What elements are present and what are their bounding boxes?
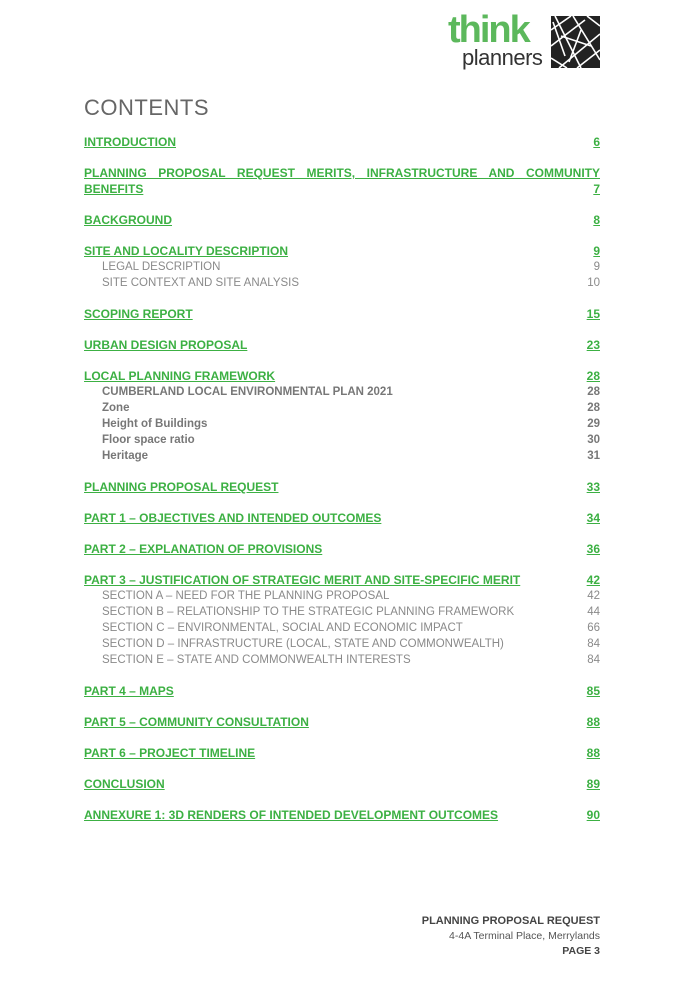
- toc-subentry-label: Heritage: [102, 450, 149, 462]
- toc-subentry[interactable]: [84, 652, 600, 668]
- toc-entry-label: URBAN DESIGN PROPOSAL: [84, 338, 248, 352]
- toc-subentry-label: SECTION B – RELATIONSHIP TO THE STRATEGIC PLANNING FRAMEWORK: [102, 606, 515, 618]
- toc-entry-page: 7: [593, 182, 600, 196]
- toc-entry-page: 28: [586, 369, 600, 383]
- toc-subentry[interactable]: [84, 384, 600, 400]
- toc-entry-label: PART 5 – COMMUNITY CONSULTATION: [84, 715, 309, 729]
- toc-subentry-page: 29: [587, 418, 600, 430]
- toc-subentry[interactable]: [84, 416, 600, 432]
- footer-page-number: PAGE 3: [562, 945, 600, 957]
- toc-entry-page: 85: [586, 684, 600, 698]
- toc-subentry-label: SECTION E – STATE AND COMMONWEALTH INTERESTS: [102, 654, 411, 666]
- toc-entry-label: PLANNING PROPOSAL REQUEST: [84, 480, 279, 494]
- page-footer: [422, 914, 600, 959]
- footer-document-title: PLANNING PROPOSAL REQUEST: [421, 915, 600, 927]
- toc-entry-page: 33: [586, 480, 600, 494]
- toc-subentry-label: LEGAL DESCRIPTION: [102, 261, 221, 273]
- toc-entry[interactable]: [84, 337, 600, 353]
- toc-entry-page: 9: [593, 244, 600, 258]
- toc-entry[interactable]: [84, 165, 600, 181]
- toc-entry-label: LOCAL PLANNING FRAMEWORK: [84, 369, 276, 383]
- toc-entry[interactable]: [84, 306, 600, 322]
- toc-entry-page: 90: [586, 808, 600, 822]
- toc-subentry-page: 42: [587, 590, 600, 602]
- toc-subentry-label: Zone: [102, 402, 130, 414]
- toc-subentry-page: 66: [587, 622, 600, 634]
- toc-entry[interactable]: [84, 479, 600, 495]
- toc-entry-label: PART 3 – JUSTIFICATION OF STRATEGIC MERIT AND SITE-SPECIFIC MERIT: [84, 573, 521, 587]
- toc-subentry-page: 30: [587, 434, 600, 446]
- toc-entry-label: CONCLUSION: [84, 777, 165, 791]
- toc-entry[interactable]: [84, 368, 600, 384]
- toc-entry[interactable]: [84, 714, 600, 730]
- toc-entry-continued[interactable]: [84, 181, 600, 197]
- toc-entry[interactable]: [84, 572, 600, 588]
- toc-subentry-label: SECTION A – NEED FOR THE PLANNING PROPOSAL: [102, 590, 390, 602]
- toc-entry[interactable]: [84, 510, 600, 526]
- toc-entry-label: PLANNING PROPOSAL REQUEST MERITS, INFRASTRUCTURE AND COMMUNITY: [84, 166, 600, 180]
- toc-subentry-label: SECTION D – INFRASTRUCTURE (LOCAL, STATE AND COMMONWEALTH): [102, 638, 504, 650]
- toc-entry-page: 42: [586, 573, 600, 587]
- toc-subentry-page: 44: [587, 606, 600, 618]
- toc-subentry-label: SECTION C – ENVIRONMENTAL, SOCIAL AND ECONOMIC IMPACT: [102, 622, 463, 634]
- toc-subentry-page: 84: [587, 638, 600, 650]
- toc-entry-page: 15: [586, 307, 600, 321]
- logo-planners-text: planners: [462, 45, 543, 70]
- toc-subentry-page: 9: [593, 261, 600, 273]
- toc-subentry[interactable]: [84, 275, 600, 291]
- toc-subentry-label: Height of Buildings: [102, 418, 208, 430]
- toc-entry[interactable]: [84, 807, 600, 823]
- logo-think-text: think: [448, 9, 529, 51]
- toc-subentry[interactable]: [84, 636, 600, 652]
- toc-subentry-page: 10: [587, 277, 600, 289]
- table-of-contents: [84, 134, 600, 823]
- toc-entry-page: 89: [586, 777, 600, 791]
- toc-entry-label: PART 6 – PROJECT TIMELINE: [84, 746, 256, 760]
- toc-subentry-label: Floor space ratio: [102, 434, 195, 446]
- toc-entry-page: 36: [586, 542, 600, 556]
- toc-entry-label: ANNEXURE 1: 3D RENDERS OF INTENDED DEVELOPMENT OUTCOMES: [84, 808, 499, 822]
- toc-entry-page: 23: [586, 338, 600, 352]
- toc-entry[interactable]: [84, 745, 600, 761]
- toc-subentry-label: CUMBERLAND LOCAL ENVIRONMENTAL PLAN 2021: [102, 386, 393, 398]
- toc-entry[interactable]: [84, 134, 600, 150]
- toc-entry[interactable]: [84, 683, 600, 699]
- toc-entry-label: SCOPING REPORT: [84, 307, 193, 321]
- toc-entry-label-continued: BENEFITS: [84, 182, 144, 196]
- page-title: CONTENTS: [84, 95, 209, 120]
- toc-subentry-page: 84: [587, 654, 600, 666]
- toc-entry[interactable]: [84, 776, 600, 792]
- toc-entry-page: 88: [586, 715, 600, 729]
- toc-entry-page: 6: [593, 135, 600, 149]
- toc-subentry[interactable]: [84, 588, 600, 604]
- toc-entry-label: SITE AND LOCALITY DESCRIPTION: [84, 244, 289, 258]
- toc-entry[interactable]: [84, 541, 600, 557]
- toc-subentry-page: 28: [587, 402, 600, 414]
- toc-subentry[interactable]: [84, 432, 600, 448]
- footer-address: 4-4A Terminal Place, Merrylands: [449, 930, 600, 942]
- toc-entry-label: PART 1 – OBJECTIVES AND INTENDED OUTCOMES: [84, 511, 382, 525]
- think-planners-logo: [448, 9, 600, 70]
- toc-entry-label: BACKGROUND: [84, 213, 172, 227]
- toc-subentry[interactable]: [84, 448, 600, 464]
- toc-subentry-page: 31: [587, 450, 600, 462]
- toc-entry-page: 88: [586, 746, 600, 760]
- toc-entry-label: PART 2 – EXPLANATION OF PROVISIONS: [84, 542, 323, 556]
- toc-entry[interactable]: [84, 243, 600, 259]
- toc-entry-label: INTRODUCTION: [84, 135, 176, 149]
- toc-subentry-label: SITE CONTEXT AND SITE ANALYSIS: [102, 277, 300, 289]
- toc-entry-label: PART 4 – MAPS: [84, 684, 174, 698]
- toc-subentry-page: 28: [587, 386, 600, 398]
- toc-entry-page: 34: [586, 511, 600, 525]
- toc-subentry[interactable]: [84, 400, 600, 416]
- toc-entry-page: 8: [593, 213, 600, 227]
- logo-map-icon: [551, 16, 600, 68]
- toc-subentry[interactable]: [84, 604, 600, 620]
- toc-entry[interactable]: [84, 212, 600, 228]
- toc-subentry[interactable]: [84, 620, 600, 636]
- toc-subentry[interactable]: [84, 259, 600, 275]
